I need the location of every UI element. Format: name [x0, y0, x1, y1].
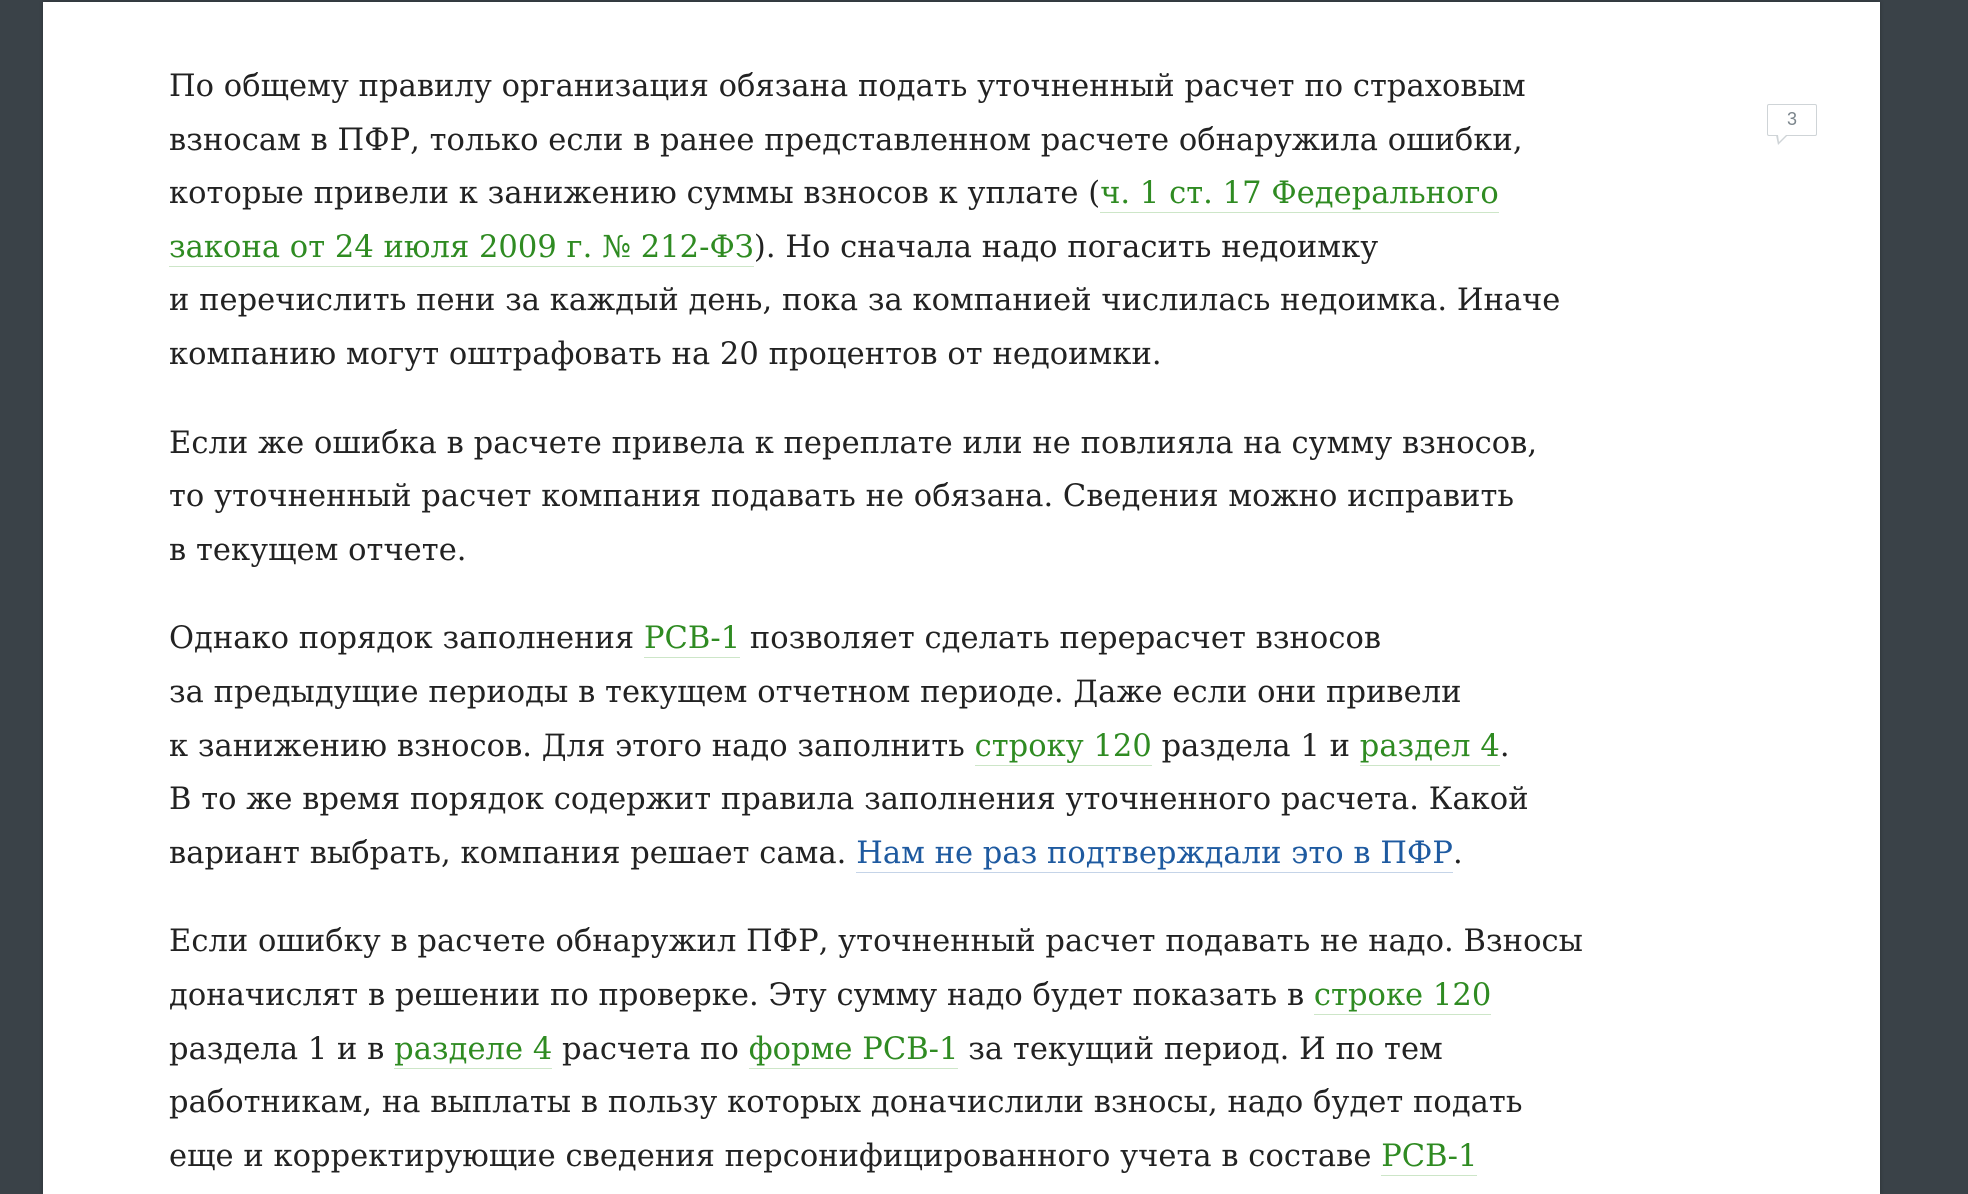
- text-line: закона от 24 июля 2009 г. № 212-ФЗ). Но сначала надо погасить недоимку: [169, 229, 1379, 265]
- text-line: Однако порядок заполнения РСВ-1 позволяет сделать перерасчет взносов: [169, 621, 1382, 657]
- document-page: [43, 2, 1880, 1194]
- text-line: компанию могут оштрафовать на 20 процентов от недоимки.: [169, 336, 1162, 372]
- law-reference-link[interactable]: закона от 24 июля 2009 г. № 212-ФЗ: [169, 229, 754, 265]
- section-4-link[interactable]: раздел 4: [1359, 728, 1500, 764]
- text-line: еще и корректирующие сведения персонифицированного учета в составе РСВ-1: [169, 1138, 1478, 1174]
- line-120-link[interactable]: строке 120: [1313, 977, 1492, 1013]
- pfr-confirmation-link[interactable]: Нам не раз подтверждали это в ПФР: [856, 835, 1453, 871]
- text-line: работникам, на выплаты в пользу которых доначислили взносы, надо будет подать: [169, 1085, 1523, 1121]
- text-line: В то же время порядок содержит правила заполнения уточненного расчета. Какой: [169, 782, 1529, 818]
- text-line: которые привели к занижению суммы взносов к уплате (ч. 1 ст. 17 Федерального: [169, 176, 1499, 212]
- rsv1-form-link[interactable]: РСВ-1: [643, 621, 741, 657]
- comment-count-badge[interactable]: [1767, 104, 1817, 136]
- text-line: Если ошибку в расчете обнаружил ПФР, уточненный расчет подавать не надо. Взносы: [169, 924, 1583, 960]
- paragraph: [169, 612, 1629, 880]
- text-line: в текущем отчете.: [169, 532, 467, 568]
- text-line: По общему правилу организация обязана подать уточненный расчет по страховым: [169, 69, 1526, 104]
- paragraph: [169, 915, 1629, 1183]
- law-reference-link[interactable]: ч. 1 ст. 17 Федерального: [1100, 176, 1499, 212]
- right-gutter: [1880, 0, 1968, 1194]
- comment-count: 3: [1786, 109, 1797, 129]
- text-line: раздела 1 и в разделе 4 расчета по форме РСВ-1 за текущий период. И по тем: [169, 1031, 1443, 1067]
- text-line: Если же ошибка в расчете привела к переплате или не повлияла на сумму взносов,: [169, 425, 1538, 461]
- article-body: [169, 60, 1629, 1194]
- paragraph: [169, 417, 1629, 578]
- paragraph: [169, 60, 1629, 382]
- text-line: и перечислить пени за каждый день, пока за компанией числилась недоимка. Иначе: [169, 283, 1561, 319]
- rsv1-form-link[interactable]: форме РСВ-1: [748, 1031, 959, 1067]
- rsv1-form-link[interactable]: РСВ-1: [1381, 1138, 1478, 1174]
- text-line: вариант выбрать, компания решает сама. Нам не раз подтверждали это в ПФР.: [169, 835, 1463, 871]
- left-gutter: [0, 0, 43, 1194]
- text-line: к занижению взносов. Для этого надо заполнить строку 120 раздела 1 и раздел 4.: [169, 728, 1510, 764]
- text-line: взносам в ПФР, только если в ранее представленном расчете обнаружила ошибки,: [169, 122, 1523, 158]
- text-line: то уточненный расчет компания подавать не обязана. Сведения можно исправить: [169, 479, 1515, 515]
- text-line: доначислят в решении по проверке. Эту сумму надо будет показать в строке 120: [169, 977, 1492, 1013]
- text-line: за предыдущие периоды в текущем отчетном периоде. Даже если они привели: [169, 674, 1462, 710]
- section-4-link[interactable]: разделе 4: [394, 1031, 553, 1067]
- line-120-link[interactable]: строку 120: [974, 728, 1152, 764]
